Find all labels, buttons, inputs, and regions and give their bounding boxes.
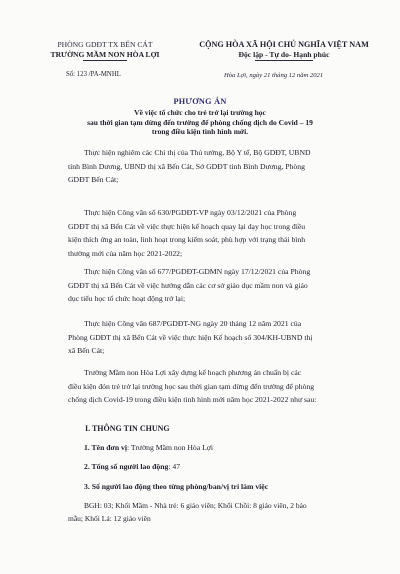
staff-breakdown bbox=[68, 500, 374, 525]
paragraph-line: GDĐT thị xã Bến Cát về việc thực hiện kế hoạch quay lại dạy học trong điều bbox=[68, 221, 306, 231]
staff-line: BGH: 03; Khối Mầm - Nhà trẻ: 6 giáo viên; Khối Chồi: 8 giáo viên, 2 bảo bbox=[84, 501, 307, 510]
paragraph-line: xã Bến Cát; bbox=[68, 346, 105, 356]
info-item bbox=[84, 462, 180, 471]
info-item bbox=[84, 482, 268, 491]
paragraph bbox=[68, 146, 374, 187]
subject-line: trong điều kiện tình hình mới. bbox=[151, 127, 249, 137]
paragraph bbox=[68, 206, 374, 260]
agency-name: PHÒNG GDĐT TX BẾN CÁT bbox=[57, 40, 153, 49]
document-subject bbox=[40, 108, 360, 137]
paragraph bbox=[68, 317, 374, 358]
paragraph-line: tỉnh Bình Dương, UBND thị xã Bến Cát, Sở GDĐT tỉnh Bình Dương, Phòng bbox=[68, 161, 305, 171]
paragraph-line: Trường Mầm non Hòa Lợi xây dựng kế hoạch phương án chuẩn bị các bbox=[84, 368, 302, 377]
paragraph-line: chống dịch Covid-19 trong điều kiện tình hình mới năm học 2021-2022 như sau: bbox=[68, 395, 317, 405]
national-motto: Độc lập - Tự do- Hạnh phúc bbox=[238, 49, 330, 59]
info-item-value: : Trường Mầm non Hòa Lợi bbox=[127, 443, 213, 452]
paragraph-line: điều kiện đón trẻ trở lại trường học sau thời gian tạm dừng đến trường để phòng bbox=[68, 381, 315, 391]
subject-line: Về việc tổ chức cho trẻ trở lại trường học bbox=[134, 108, 266, 117]
paragraph-line: Phòng GDĐT thị xã Bến Cát về việc thực hiện Kế hoạch số 304/KH-UBND thị bbox=[68, 332, 313, 342]
nation-name: CỘNG HÒA XÃ HỘI CHỦ NGHĨA VIỆT NAM bbox=[199, 40, 369, 49]
info-item bbox=[84, 443, 213, 452]
paragraph-line: GDĐT Bến Cát; bbox=[68, 175, 119, 185]
paragraph bbox=[68, 265, 374, 306]
info-item-value: : 47 bbox=[168, 462, 181, 471]
info-item-label: 2. Tổng số người lao động bbox=[84, 462, 169, 471]
paragraph-line: Thực hiện Công văn số 677/PGDĐT-GDMN ngày 17/12/2021 của Phòng bbox=[84, 267, 311, 276]
info-item-label: 1. Tên đơn vị bbox=[84, 443, 127, 452]
paragraph-line: Thực hiện nghiêm các Chỉ thị của Thủ tướng, Bộ Y tế, Bộ GDĐT, UBND bbox=[84, 148, 311, 157]
subject-line: sau thời gian tạm dừng đến trường để phòng chống dịch do Covid – 19 bbox=[87, 117, 313, 127]
paragraph-line: dục tiểu học tổ chức hoạt động trở lại; bbox=[68, 294, 186, 304]
document-title: PHƯƠNG ÁN bbox=[173, 97, 227, 106]
header-left-underline bbox=[83, 60, 127, 61]
paragraph bbox=[68, 366, 374, 407]
staff-line: mẫu; Khối Lá: 12 giáo viên bbox=[68, 513, 151, 523]
section-heading: I. THÔNG TIN CHUNG bbox=[85, 424, 170, 433]
paragraph-line: kiện thích ứng an toàn, linh hoạt trong kiểm soát, phù hợp với trạng thái bình bbox=[68, 235, 306, 245]
paragraph-line: Thực hiện Công văn 687/PGDĐT-NG ngày 20 tháng 12 năm 2021 của bbox=[84, 319, 302, 328]
header-right-underline bbox=[255, 60, 313, 61]
national-title-block bbox=[186, 40, 382, 61]
paragraph-line: GDĐT thị xã Bến Cát về việc hướng dẫn các cơ sở giáo dục mầm non và giáo bbox=[68, 280, 308, 290]
issuing-agency-block bbox=[40, 40, 170, 61]
school-name: TRƯỜNG MẦM NON HÒA LỢI bbox=[50, 49, 160, 59]
paragraph-line: Thực hiện Công văn số 630/PGDĐT-VP ngày 03/12/2021 của Phòng bbox=[84, 208, 297, 217]
paragraph-line: thường mới của năm học 2021-2022; bbox=[68, 248, 183, 258]
document-number: Số: 123 /PA-MNHL bbox=[66, 71, 121, 78]
info-item-label: 3. Số người lao động theo từng phòng/ban/vị trí làm việc bbox=[84, 482, 269, 491]
document-date: Hòa Lợi, ngày 21 tháng 12 năm 2021 bbox=[224, 72, 324, 79]
